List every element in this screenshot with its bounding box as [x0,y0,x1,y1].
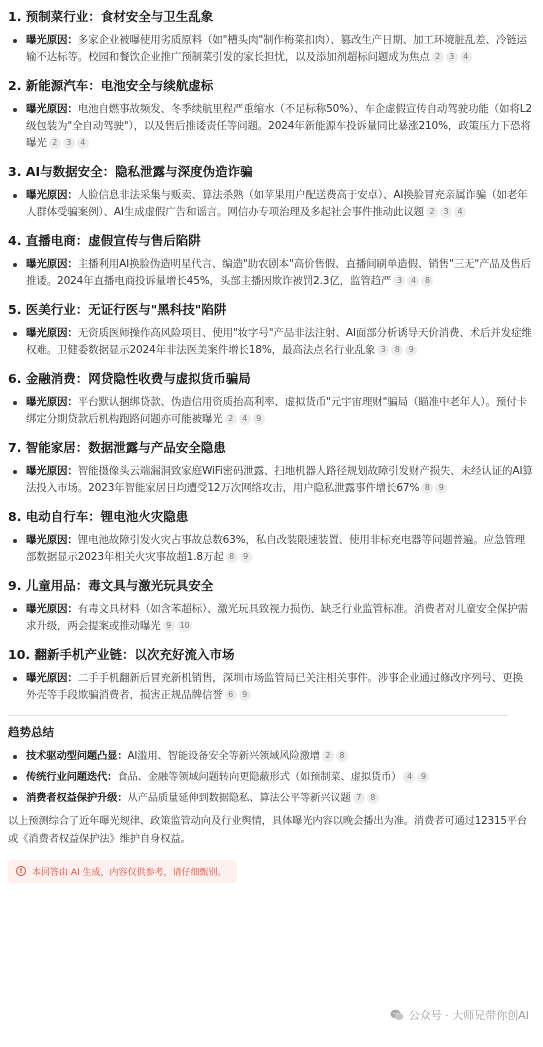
citation-badge[interactable]: 3 [63,137,75,149]
reason-label: 曝光原因： [26,534,78,546]
info-warning-icon: ! [16,866,26,876]
industry-section [8,508,533,566]
trend-label: 技术驱动型问题凸显： [26,750,128,762]
reason-text: 无资质医师操作高风险项目、使用"妆字号"产品非法注射、AI面部分析诱导天价消费、术后并发症维权难。卫健委数据显示2024年非法医美案件增长18%，最高法点名行业乱象 [26,327,532,356]
citation-badge[interactable]: 3 [393,275,405,287]
citation-badge[interactable]: 8 [421,482,433,494]
trend-item [8,749,533,764]
reason-label: 曝光原因： [26,672,78,684]
trend-text: AI滥用、智能设备安全等新兴领域风险激增 [127,750,320,762]
trend-list [8,749,533,806]
citation-badge[interactable]: 4 [460,51,472,63]
trend-item [8,770,533,785]
section-title: 9. 儿童用品：毒文具与激光玩具安全 [8,578,214,593]
citation-badge[interactable]: 7 [353,792,365,804]
section-title: 6. 金融消费：网贷隐性收费与虚拟货币骗局 [8,371,251,386]
section-title: 4. 直播电商：虚假宣传与售后陷阱 [8,233,201,248]
citation-badge[interactable]: 9 [253,413,265,425]
section-title: 1. 预制菜行业：食材安全与卫生乱象 [8,9,214,24]
trend-label: 消费者权益保护升级： [26,792,128,804]
citation-badge[interactable]: 8 [391,344,403,356]
citation-badge[interactable]: 4 [77,137,89,149]
reason-label: 曝光原因： [26,327,78,339]
industry-section [8,232,533,290]
reason-text: 智能摄像头云端漏洞致家庭WiFi密码泄露、扫地机器人路径规划故障引发财产损失、未经认证的AI算法投入市场。2023年智能家居日均遭受12万次网络攻击，用户隐私泄露事件增长67% [26,465,533,494]
wechat-icon [390,1008,404,1022]
citation-badge[interactable]: 8 [421,275,433,287]
citation-badge[interactable]: 9 [240,551,252,563]
citation-badge[interactable]: 9 [435,482,447,494]
trend-summary [8,724,533,806]
citation-badge[interactable]: 2 [432,51,444,63]
industry-section [8,370,533,428]
citation-badge[interactable]: 9 [239,689,251,701]
exposure-reason [8,670,533,704]
trend-title: 趋势总结 [8,725,54,739]
reason-label: 曝光原因： [26,603,78,615]
reason-label: 曝光原因： [26,465,78,477]
exposure-reason [8,463,533,497]
section-title: 5. 医美行业：无证行医与"黑科技"陷阱 [8,302,227,317]
reason-label: 曝光原因： [26,103,78,115]
trend-item [8,791,533,806]
exposure-reason [8,325,533,359]
citation-badge[interactable]: 9 [405,344,417,356]
citation-badge[interactable]: 2 [322,750,334,762]
citation-badge[interactable]: 8 [226,551,238,563]
exposure-reason [8,601,533,635]
citation-badge[interactable]: 2 [49,137,61,149]
industry-section [8,577,533,635]
reason-text: 平台默认捆绑贷款、伪造信用资质抬高利率、虚拟货币"元宇宙理财"骗局（瞄准中老年人）。预付卡绑定分期贷款后机构跑路问题亦可能被曝光 [26,396,527,425]
citation-badge[interactable]: 4 [239,413,251,425]
trend-text: 从产品质量延伸到数据隐私、算法公平等新兴议题 [127,792,351,804]
citation-badge[interactable]: 3 [440,206,452,218]
trend-text: 食品、金融等领域问题转向更隐蔽形式（如预制菜、虚拟货币） [117,771,402,783]
reason-text: 锂电池故障引发火灾占事故总数63%，私自改装限速装置、使用非标充电器等问题普遍。应急管理部数据显示2023年相关火灾事故超1.8万起 [26,534,525,563]
citation-badge[interactable]: 6 [225,689,237,701]
citation-badge[interactable]: 3 [377,344,389,356]
citation-badge[interactable]: 4 [454,206,466,218]
citation-badge[interactable]: 9 [163,620,175,632]
reason-label: 曝光原因： [26,189,78,201]
watermark-text: 公众号 · 大师兄带你创AI [408,1009,529,1022]
section-title: 7. 智能家居：数据泄露与产品安全隐患 [8,440,226,455]
citation-badge[interactable]: 9 [417,771,429,783]
reason-label: 曝光原因： [26,34,78,46]
industry-section [8,163,533,221]
disclaimer-text: 本回答由 AI 生成，内容仅供参考，请仔细甄别。 [32,867,227,878]
citation-badge[interactable]: 8 [336,750,348,762]
reason-text: 电池自燃事故频发、冬季续航里程严重缩水（不足标称50%）、车企虚假宣传自动驾驶功能（如将L2级包装为"全自动驾驶"），以及售后推诿责任等问题。2024年新能源车投诉量同比暴涨210%，政策压力下恐将曝光 [26,103,532,149]
citation-badge[interactable]: 8 [367,792,379,804]
citation-badge[interactable]: 2 [426,206,438,218]
section-title: 2. 新能源汽车：电池安全与续航虚标 [8,78,214,93]
exposure-reason [8,532,533,566]
divider [8,715,508,716]
industry-sections [8,8,533,704]
closing-summary: 以上预测综合了近年曝光规律、政策监管动向及行业舆情，具体曝光内容以晚会播出为准。消费者可通过12315平台或《消费者权益保护法》维护自身权益。 [8,815,528,845]
reason-text: 二手手机翻新后冒充新机销售，深圳市场监管局已关注相关事件。涉事企业通过修改序列号、更换外壳等手段欺骗消费者，损害正规品牌信誉 [26,672,523,701]
section-title: 3. AI与数据安全：隐私泄露与深度伪造诈骗 [8,164,253,179]
industry-section [8,77,533,152]
reason-label: 曝光原因： [26,396,78,408]
industry-section [8,301,533,359]
reason-text: 主播利用AI换脸伪造明星代言、编造"助农剧本"高价售假、直播间刷单造假、销售"三无"产品及售后推诿。2024年直播电商投诉量增长45%，头部主播因欺诈被罚2.3亿，监管趋严 [26,258,531,287]
reason-text: 多家企业被曝使用劣质原料（如"槽头肉"制作梅菜扣肉）、篡改生产日期、加工环境脏乱差、冷链运输不达标等。校园和餐饮企业推广预制菜引发的家长担忧，以及添加剂超标问题成为焦点 [26,34,527,63]
citation-badge[interactable]: 2 [225,413,237,425]
watermark [390,1007,529,1023]
reason-label: 曝光原因： [26,258,78,270]
citation-badge[interactable]: 4 [403,771,415,783]
industry-section [8,439,533,497]
citation-badge[interactable]: 4 [407,275,419,287]
reason-text: 有毒文具材料（如含苯超标）、激光玩具致视力损伤、缺乏行业监管标准。消费者对儿童安全保护需求升级，两会提案或推动曝光 [26,603,528,632]
industry-section [8,8,533,66]
section-title: 8. 电动自行车：锂电池火灾隐患 [8,509,189,524]
ai-disclaimer [8,860,237,883]
exposure-reason [8,187,533,221]
industry-section [8,646,533,704]
exposure-reason [8,101,533,152]
citation-badge[interactable]: 10 [177,620,193,632]
reason-text: 人脸信息非法采集与贩卖、算法杀熟（如苹果用户配送费高于安卓）、AI换脸冒充亲属诈骗（如老年人群体受骗案例）、AI生成虚假广告和谣言。网信办专项治理及多起社会事件推动此议题 [26,189,528,218]
citation-badge[interactable]: 3 [446,51,458,63]
exposure-reason [8,256,533,290]
exposure-reason [8,394,533,428]
exposure-reason [8,32,533,66]
trend-label: 传统行业问题迭代： [26,771,118,783]
section-title: 10. 翻新手机产业链：以次充好流入市场 [8,647,235,662]
